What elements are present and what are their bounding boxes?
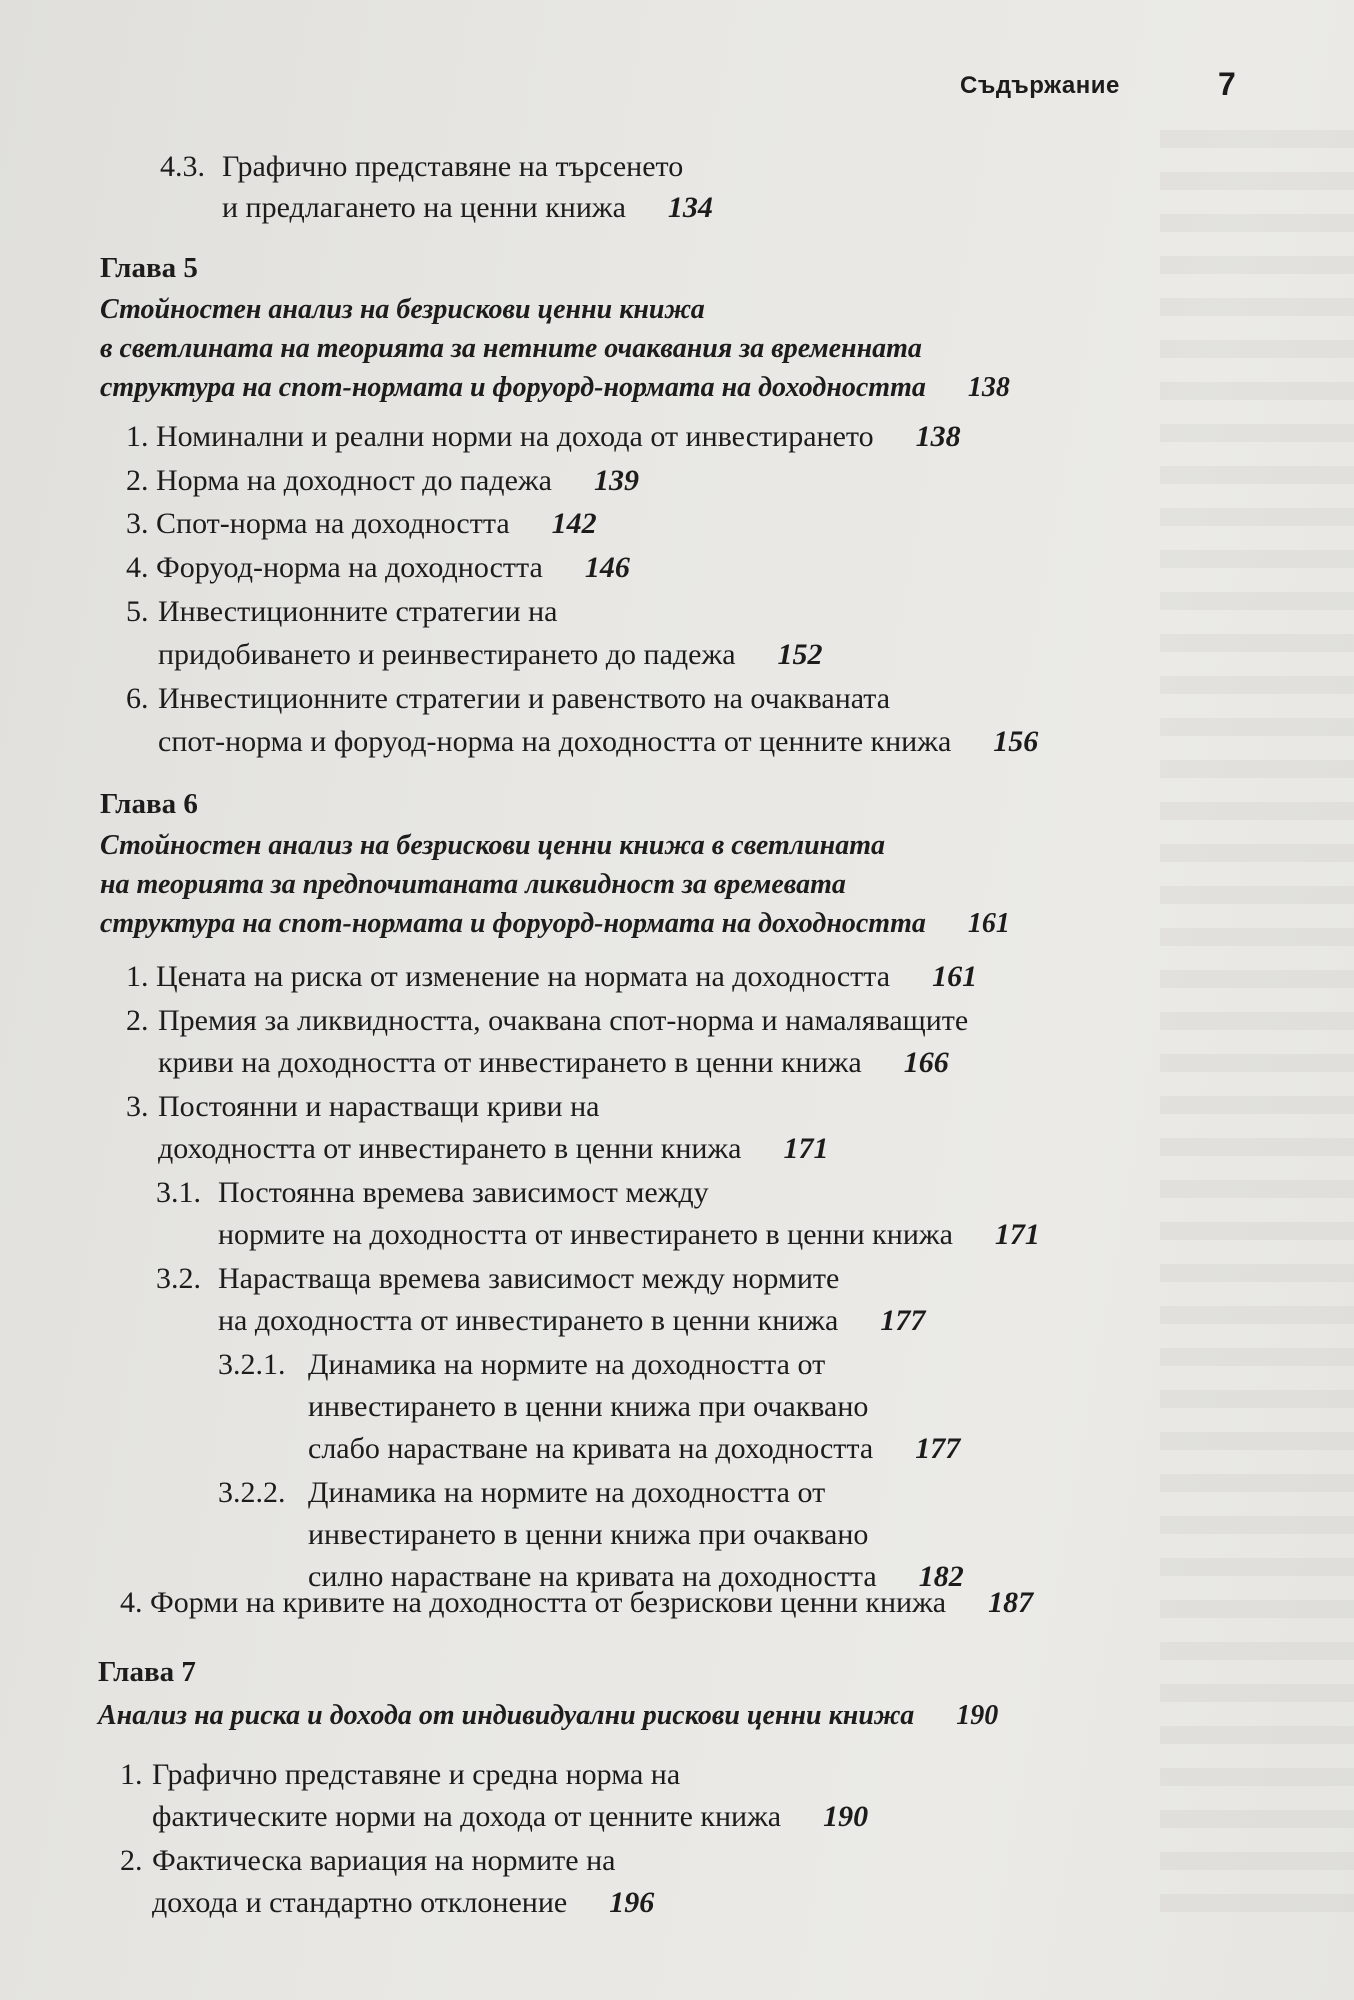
toc-entry-5-4: 4. Форуод-норма на доходността 146: [126, 551, 630, 584]
chapter-5-label: Глава 5: [100, 252, 198, 284]
page-number: 7: [1218, 66, 1236, 102]
toc-entry-6-4: 4. Форми на кривите на доходността от безрискови ценни книжа 187: [120, 1586, 1034, 1619]
entry-page: 146: [584, 551, 630, 584]
toc-entry-5-3: 3. Спот-норма на доходността 142: [126, 507, 597, 540]
toc-entry-6-1: 1. Цената на риска от изменение на нормата на доходността 161: [126, 960, 978, 993]
entry-page: 161: [932, 960, 978, 993]
chapter-7-page: 190: [956, 1700, 999, 1731]
toc-entry-5-1: 1. Номинални и реални норми на дохода от инвестирането 138: [126, 420, 961, 453]
chapter-6-title: Стойностен анализ на безрискови ценни книжа в светлината на теорията за предпочитаната ликвидност за времевата структура на спот-нормата и форуорд-нормата на доходността 161: [100, 830, 1010, 939]
entry-page: 190: [823, 1800, 869, 1833]
entry-page: 152: [777, 638, 823, 671]
chapter-7-label: Глава 7: [98, 1656, 196, 1688]
entry-page: 196: [609, 1886, 655, 1919]
chapter-5-title: Стойностен анализ на безрискови ценни книжа в светлината на теорията за нетните очаквания за временната структура на спот-нормата и форуорд-нормата на доходността 138: [100, 294, 1010, 403]
entry-page: 156: [993, 725, 1039, 758]
entry-page: 138: [915, 420, 961, 453]
chapter-5-page: 138: [967, 372, 1010, 403]
toc-entry-5-2: 2. Норма на доходност до падежа 139: [126, 464, 639, 497]
entry-page: 134: [667, 191, 713, 224]
entry-number: 4.3.: [160, 150, 205, 183]
entry-page: 139: [593, 464, 639, 497]
entry-page: 177: [915, 1432, 961, 1465]
entry-page: 166: [903, 1046, 949, 1079]
entry-page: 182: [918, 1560, 964, 1593]
entry-page: 187: [988, 1586, 1034, 1619]
entry-line: Графично представяне на търсенето: [222, 150, 684, 183]
chapter-7-title: Анализ на риска и дохода от индивидуални рискови ценни книжа 190: [98, 1700, 999, 1731]
book-page: Съдържание 7 4.3. Графично представяне на търсенето и предлагането на ценни книжа 134 Глава 5 Стойностен анализ на безрискови ценни книжа в светлината на теорията за нетните очаквания за временната структура на спот-нормата и форуорд-нормата на доходността 138 1. Номинални и реални норми на дохода от инвестирането 138 2. Норма на доходност до падежа 139 3. Спот-норма на доходността 142 4. Форуод-норма на доходността 146 5. Инвестиционните стратегии на придобиването и реинвестирането до падежа 152 6. Инвестиционните стратегии и равенството на очакваната спот-норма и форуод-норма на доходността от ценните книжа 156 Глава 6 Стойностен анализ на безрискови ценни книжа в светлината на теорията за предпочитаната ликвидност за времевата структура на спот-нормата и форуорд-нормата на доходността 161 1. Цената на риска от изменение на нормата на доходността 161 2. Премия за ликвидността, очаквана спот-норма и намаляващите криви на доходността от инвестирането в ценни книжа 166 3. Постоянни и нарастващи криви на доходността от инвестирането в ценни книжа 171 3.1. Постоянна времева зависимост между нормите на доходността от инвестирането в ценни книжа 171 3.2. Нарастваща времева зависимост между нормите на доходността от инвестирането в ценни книжа 177 3.2.1. Динамика на нормите на доходността от инвестирането в ценни книжа при очаквано слабо нарастване на кривата на доходността 177 3.2.2. Динамика на нормите на доходността от инвестирането в ценни книжа при очаквано силно нарастване на кривата на доходността 182 4. Форми на кривите на доходността от безрискови ценни книжа 187 Глава 7 Анализ на риска и дохода от индивидуални рискови ценни книжа 190 1. Графично представяне и средна норма на фактическите норми на дохода от ценните книжа 190 2. Фактическа вариация на нормите на дохода и стандартно отклонение 196: [0, 0, 1354, 2000]
entry-page: 142: [551, 507, 597, 540]
chapter-6-label: Глава 6: [100, 788, 198, 820]
show-through-text: [1160, 130, 1354, 1930]
entry-page: 171: [783, 1132, 829, 1165]
entry-page: 171: [994, 1218, 1040, 1251]
chapter-6-page: 161: [967, 908, 1010, 939]
running-head: Съдържание: [960, 72, 1120, 99]
entry-line: и предлагането на ценни книжа 134: [222, 191, 713, 224]
entry-page: 177: [880, 1304, 926, 1337]
